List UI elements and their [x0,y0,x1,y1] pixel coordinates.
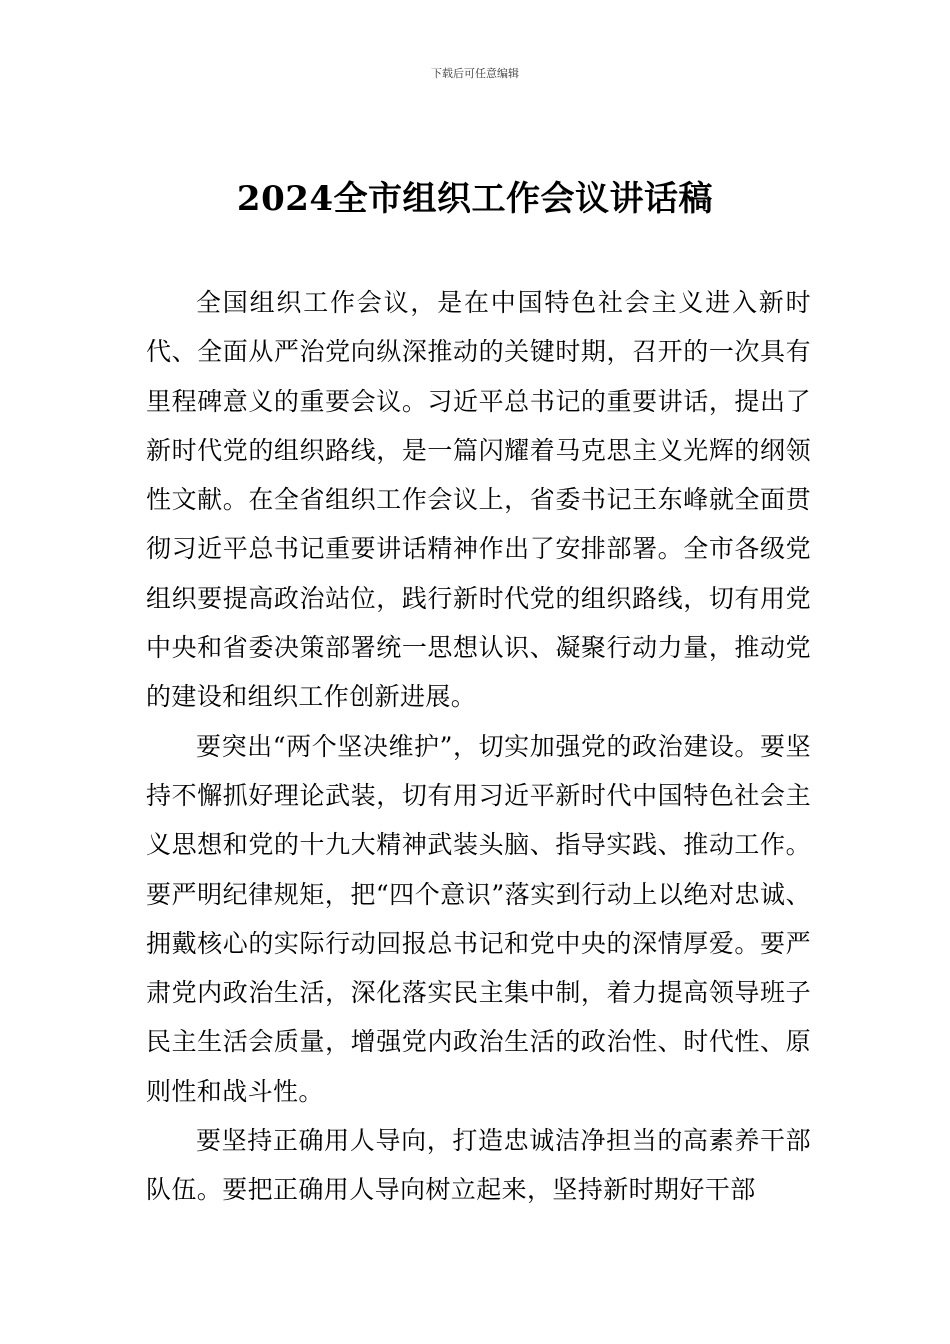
header-note: 下载后可任意编辑 [431,67,519,80]
paragraph: 要坚持正确用人导向，打造忠诚洁净担当的高素养干部队伍。要把正确用人导向树立起来，坚持新时期好干部 [146,1126,811,1205]
paragraph: 全国组织工作会议，是在中国特色社会主义进入新时代、全面从严治党向纵深推动的关键时期，召开的一次具有里程碑意义的重要会议。习近平总书记的重要讲话，提出了新时代党的组织路线，是一篇闪耀着马克思主义光辉的纲领性文献。在全省组织工作会议上，省委书记王东峰就全面贯彻习近平总书记重要讲话精神作出了安排部署。全市各级党组织要提高政治站位，践行新时代党的组织路线，切有用党中央和省委决策部署统一思想认识、凝聚行动力量，推动党的建设和组织工作创新进展。 [146,288,811,712]
paragraph: 要突出“两个坚决维护”，切实加强党的政治建设。要坚持不懈抓好理论武装，切有用习近平新时代中国特色社会主义思想和党的十九大精神武装头脑、指导实践、推动工作。要严明纪律规矩，把“四个意识”落实到行动上以绝对忠诚、拥戴核心的实际行动回报总书记和党中央的深情厚爱。要严肃党内政治生活，深化落实民主集中制，着力提高领导班子民主生活会质量，增强党内政治生活的政治性、时代性、原则性和战斗性。 [146,731,811,1106]
document-title: 2024全市组织工作会议讲话稿 [236,179,714,219]
document-body [146,278,811,1215]
